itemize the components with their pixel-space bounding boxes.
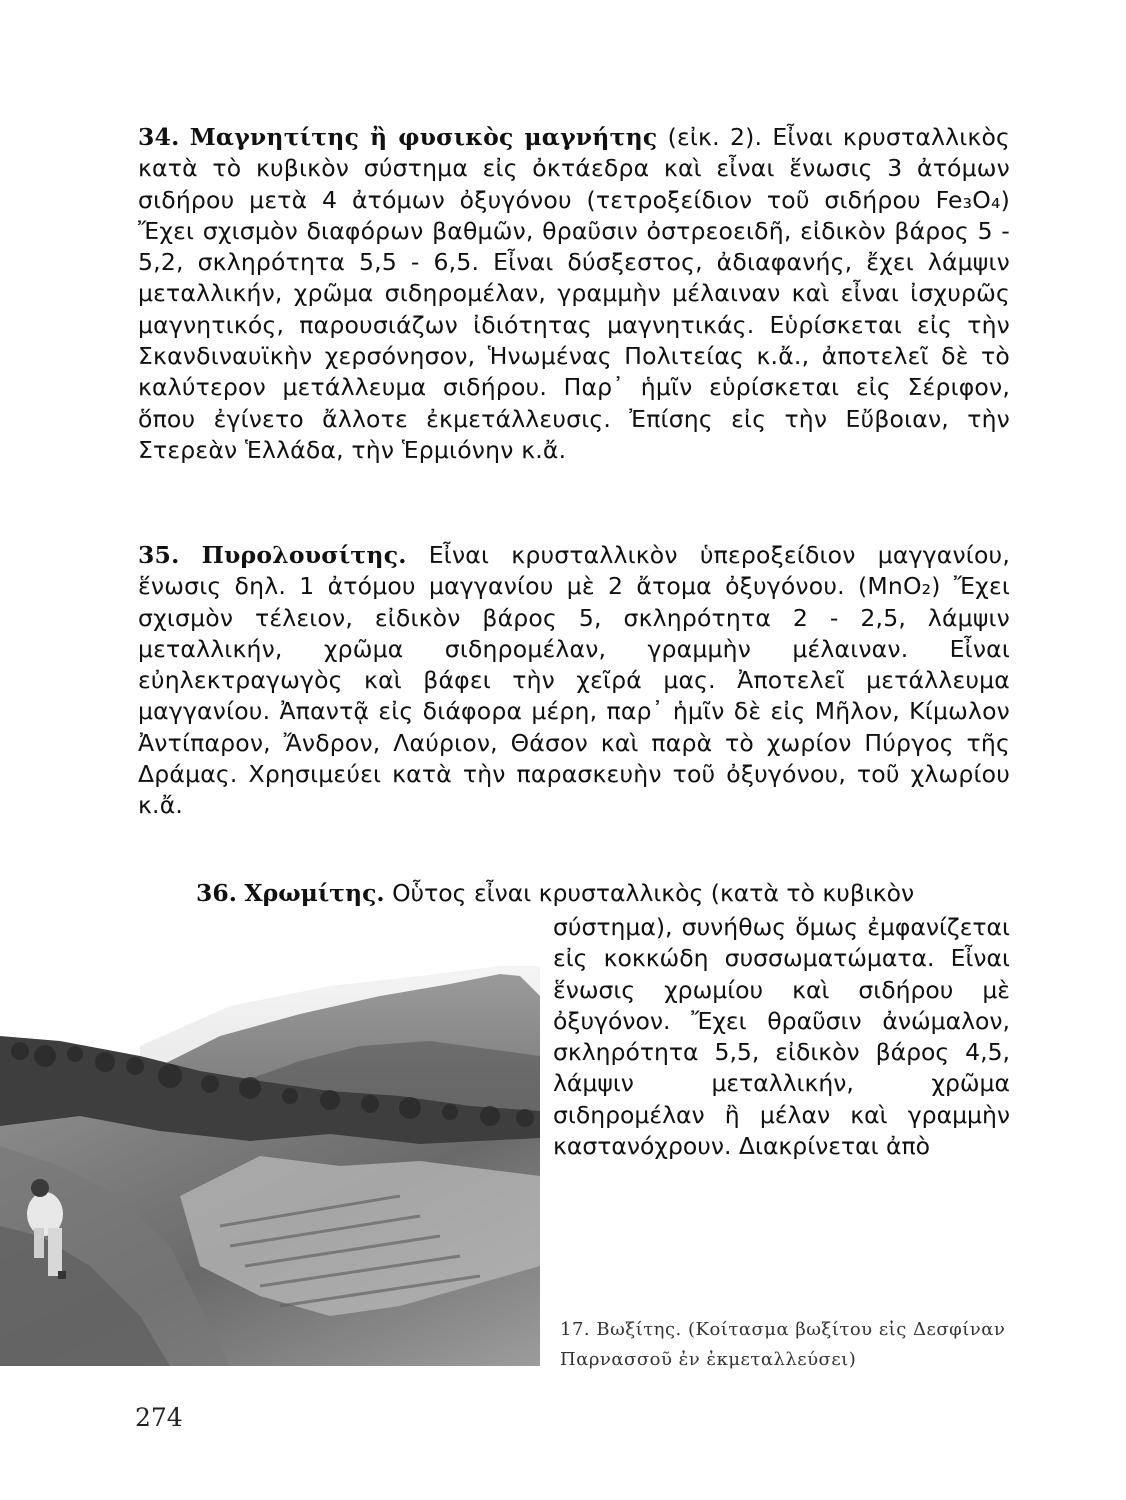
section-36-heading-line xyxy=(196,878,1010,909)
bauxite-quarry-photo xyxy=(0,966,540,1366)
section-36-term: Χρωμίτης. xyxy=(244,879,385,907)
landscape-photo xyxy=(0,966,540,1366)
section-34-number: 34. xyxy=(138,123,180,151)
page-number: 274 xyxy=(135,1403,183,1432)
section-34-text: (εἰκ. 2). Εἶναι κρυσταλλικὸς κατὰ τὸ κυβικὸν σύστημα εἰς ὀκτάεδρα καὶ εἶναι ἕνωσις 3 ἀτόμων σιδήρου μετὰ 4 ἀτόμων ὀξυγόνου (τετροξείδιον τοῦ σιδήρου Fe₃O₄) Ἔχει σχισμὸν διαφόρων βαθμῶν, θραῦσιν ὀστρεοειδῆ, εἰδικὸν βάρος 5 - 5,2, σκληρότητα 5,5 - 6,5. Εἶναι δύσξεστος, ἀδιαφανής, ἔχει λάμψιν μεταλλικήν, χρῶμα σιδηρομέλαν, γραμμὴν μέλαιναν καὶ εἶναι ἰσχυρῶς μαγνητικός, παρουσιάζων ἰδιότητας μαγνητικάς. Εὑρίσκεται εἰς τὴν Σκανδιναυϊκὴν χερσόνησον, Ἡνωμένας Πολιτείας κ.ἄ., ἀποτελεῖ δὲ τὸ καλύτερον μετάλλευμα σιδήρου. Παρ᾽ ἡμῖν εὑρίσκεται εἰς Σέριφον, ὅπου ἐγίνετο ἄλλοτε ἐκμετάλλευσις. Ἐπίσης εἰς τὴν Εὔβοιαν, τὴν Στερεὰν Ἑλλάδα, τὴν Ἑρμιόνην κ.ἄ. xyxy=(138,123,1011,464)
figure-caption: 17. Βωξίτης. (Κοίτασμα βωξίτου εἰς Δεσφίναν Παρνασσοῦ ἐν ἐκμεταλλεύσει) xyxy=(560,1319,1006,1370)
section-36-number: 36. xyxy=(196,879,237,907)
section-36-text-head: Οὗτος εἶναι κρυσταλλικὸς (κατὰ τὸ κυβικὸν xyxy=(392,879,915,907)
section-35-number: 35. xyxy=(138,541,180,569)
section-35 xyxy=(138,540,1010,822)
section-36-text-rest: σύστημα), συνήθως ὅμως ἐμφανίζεται εἰς κοκκώδη συσσωματώματα. Εἶναι ἕνωσις χρωμίου καὶ σιδήρου μὲ ὀξυγόνον. Ἔχει θραῦσιν ἀνώμαλον, σκληρότητα 5,5, εἰδικὸν βάρος 4,5, λάμψιν μεταλλικήν, χρῶμα σιδηρομέλαν ἢ μέλαν καὶ γραμμὴν καστανόχρουν. Διακρίνεται ἀπὸ xyxy=(553,913,1010,1161)
section-35-term: Πυρολουσίτης. xyxy=(201,541,407,569)
section-34-term: Μαγνητίτης ἢ φυσικὸς μαγνήτης xyxy=(189,123,658,151)
section-34 xyxy=(138,122,1010,466)
section-35-text: Εἶναι κρυσταλλικὸν ὑπεροξείδιον μαγγανίου, ἕνωσις δηλ. 1 ἀτόμου μαγγανίου μὲ 2 ἄτομα ὀξυγόνου. (MnO₂) Ἔχει σχισμὸν τέλειον, εἰδικὸν βάρος 5, σκληρότητα 2 - 2,5, λάμψιν μεταλλικήν, χρῶμα σιδηρομέλαν, γραμμὴν μέλαιναν. Εἶναι εὐηλεκτραγωγὸς καὶ βάφει τὴν χεῖρά μας. Ἀποτελεῖ μετάλλευμα μαγγανίου. Ἀπαντᾷ εἰς διάφορα μέρη, παρ᾽ ἡμῖν δὲ εἰς Μῆλον, Κίμωλον Ἀντίπαρον, Ἄνδρον, Λαύριον, Θάσον καὶ παρὰ τὸ χωρίον Πύργος τῆς Δράμας. Χρησιμεύει κατὰ τὴν παρασκευὴν τοῦ ὀξυγόνου, τοῦ χλωρίου κ.ἄ. xyxy=(138,541,1010,820)
